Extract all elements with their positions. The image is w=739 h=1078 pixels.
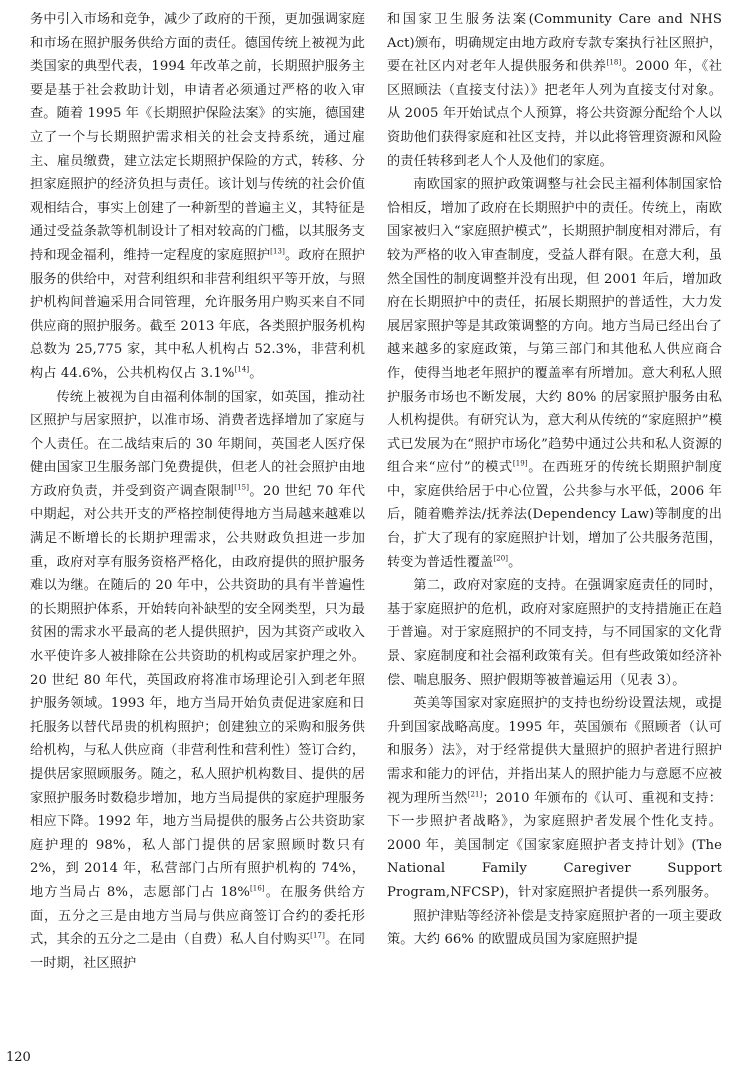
citation-ref: [16] [249,884,265,893]
text-run: 务中引入市场和竞争，减少了政府的干预，更加强调家庭和市场在照护服务供给方面的责任。德国传统上被视为此类国家的典型代表，1994 年改革之前，长期照护服务主要是基于社会救助计划，申请者必须通过严格的收入审查。随着 1995 年《长期照护保险法案》的实施，德国建立了一个与长期照护需求相关的社会支持系统，通过雇主、雇员缴费，建立法定长期照护保险的方式，转移、分担家庭照护的经济负担与责任。该计划与传统的社会价值观相结合，事实上创建了一种新型的普遍主义，其特征是通过受益条款等机制设计了相对较高的门槛，以其服务支持和现金福利，维持一定程度的家庭照护 [30,12,365,263]
paragraph [387,905,722,952]
text-run: 。政府在照护服务的供给中，对营利组织和非营利组织平等开放，与照护机构间普遍采用合同管理，允许服务用户购买来自不同供应商的照护服务。截至 2013 年底，各类照护服务机构总数为 25,775 家，其中私人机构占 52.3%，非营利机构占 44.6%，公共机构仅占 3.1% [30,247,365,381]
left-column [30,8,365,975]
text-run: 。 [508,554,522,570]
text-run: 。在服务供给方面，五分之三是由地方当局与供应商签订合约的委托形式，其余的五分之二是由（自费）私人自付购买 [30,884,366,948]
citation-ref: [13] [270,247,285,256]
paragraph [387,8,722,173]
text-run: 。2000 年，《社区照顾法（直接支付法）》把老年人列为直接支付对象。从 2005 年开始试点个人预算，将公共资源分配给个人以资助他们获得家庭和社区支持，并以此将管理资源和风险的责任转移到老人个人及他们的家庭。 [387,59,722,169]
text-run: 传统上被视为自由福利体制的国家，如英国，推动社区照护与居家照护，以准市场、消费者选择增加了家庭与个人责任。在二战结束后的 30 年期间，英国老人医疗保健由国家卫生服务部门免费提供，但老人的社会照护由地方政府负责，并受到资产调查限制 [30,389,365,499]
paragraph [30,386,365,976]
paragraph [387,173,722,574]
text-run: ；2010 年颁布的《认可、重视和支持：下一步照护者战略》，为家庭照护者发展个性化支持。2000 年，美国制定《国家家庭照护者支持计划》(The National Family Caregiver Support Program,NFCSP)，针对家庭照护者提供一系列服务。 [387,790,722,900]
citation-ref: [15] [234,483,250,492]
text-run: 第二，政府对家庭的支持。在强调家庭责任的同时，基于家庭照护的危机，政府对家庭照护的支持措施正在趋于普遍。对于家庭照护的不同支持，与不同国家的文化背景、家庭制度和社会福利政策有关。但有些政策如经济补偿、喘息服务、照护假期等被普遍运用（见表 3）。 [387,578,722,688]
paragraph [387,692,722,904]
text-run: 。 [249,365,263,381]
paragraph [387,574,722,692]
citation-ref: [18] [606,58,622,67]
text-run: 。在西班牙的传统长期照护制度中，家庭供给居于中心位置，公共参与水平低，2006 年后，随着赡养法/抚养法(Dependency Law)等制度的出台，扩大了现有的家庭照护计划，增加了公共服务范围，转变为普适性覆盖 [387,460,722,570]
citation-ref: [14] [234,365,250,374]
text-run: 。20 世纪 70 年代中期起，对公共开支的严格控制使得地方当局越来越难以满足不断增长的长期护理需求，公共财政负担进一步加重，政府对享有服务资格严格化，由政府提供的照护服务难以为继。在随后的 20 年中，公共资助的具有半普遍性的长期照护体系，开始转向补缺型的安全网类型，只为最贫困的需求水平最高的老人提供照护，因为其资产或收入水平使许多人被排除在公共资助的机构或居家护理之外。20 世纪 80 年代，英国政府将准市场理论引入到老年照护服务领域。1993 年，地方当局开始负责促进家庭和日托服务以替代昂贵的机构照护；创建独立的采购和服务供给机构，与私人供应商（非营利性和营利性）签订合约，提供居家照顾服务。随之，私人照护机构数目、提供的居家照护服务时数稳步增加，地方当局提供的家庭护理服务相应下降。1992 年，地方当局提供的服务占公共资助家庭护理的 98%，私人部门提供的居家照顾时数只有 2%，到 2014 年，私营部门占所有照护机构的 74%，地方当局占 8%，志愿部门占 18% [30,483,366,900]
text-run: 照护津贴等经济补偿是支持家庭照护者的一项主要政策。大约 66% 的欧盟成员国为家庭照护提 [387,908,722,948]
citation-ref: [20] [493,554,509,563]
page-number: 120 [6,1050,31,1065]
citation-ref: [21] [467,790,483,799]
text-run: 。在同一时期，社区照护 [30,932,365,971]
citation-ref: [17] [310,931,325,940]
text-run: 英美等国家对家庭照护的支持也纷纷设置法规，或提升到国家战略高度。1995 年，英国颁布《照顾者（认可和服务）法》，对于经常提供大量照护的照护者进行照护需求和能力的评估，并指出某人的照护能力与意愿不应被视为理所当然 [387,696,722,806]
text-run: 和国家卫生服务法案(Community Care and NHS Act)颁布，明确规定由地方政府专款专案执行社区照护，要在社区内对老年人提供服务和供养 [387,12,722,75]
right-column [387,8,722,952]
paragraph [30,8,365,386]
text-run: 南欧国家的照护政策调整与社会民主福利体制国家恰恰相反，增加了政府在长期照护中的责任。传统上，南欧国家被归入“家庭照护模式”，长期照护制度相对滞后，有较为严格的收入审查制度，受益人群有限。在意大利，虽然全国性的制度调整并没有出现，但 2001 年后，增加政府在长期照护中的责任，拓展长期照护的普适性，大力发展居家照护等是其政策调整的方向。地方当局已经出台了越来越多的家庭政策，与第三部门和其他私人供应商合作，使得当地老年照护的覆盖率有所增加。意大利私人照护服务市场也不断发展，大约 80% 的居家照护服务由私人机构提供。有研究认为，意大利从传统的“家庭照护”模式已发展为在“照护市场化”趋势中通过公共和私人资源的组合来“应付”的模式 [387,177,722,476]
citation-ref: [19] [512,459,528,468]
